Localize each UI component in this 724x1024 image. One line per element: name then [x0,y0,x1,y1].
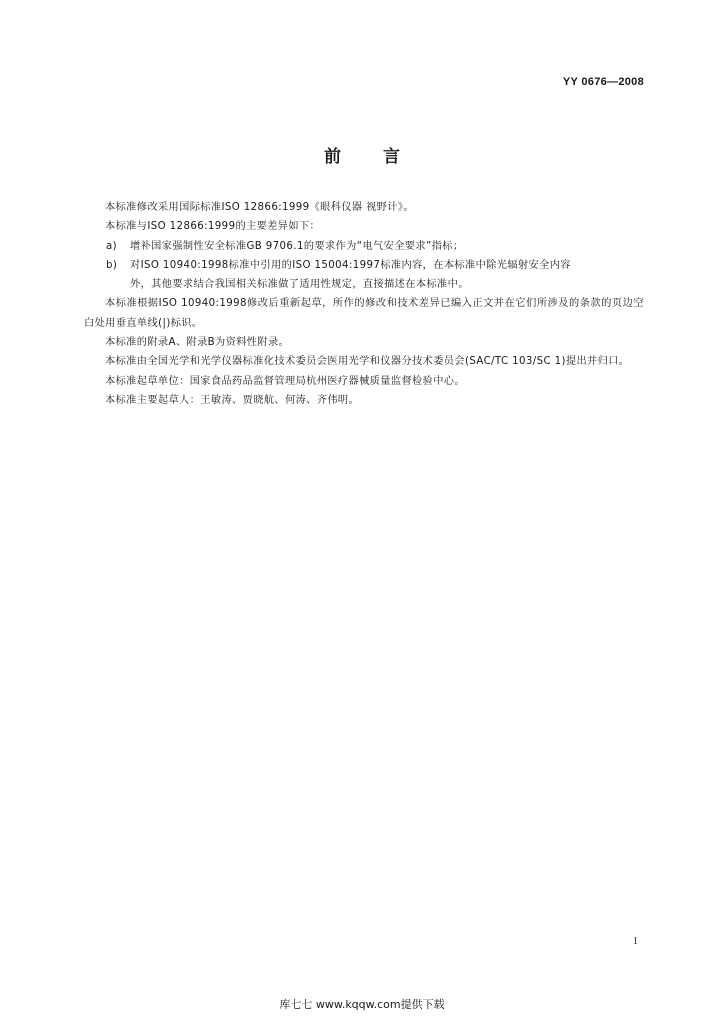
paragraph-adoption: 本标准修改采用国际标准ISO 12866:1999《眼科仪器 视野计》。 [105,202,414,213]
paragraph-drafting-unit: 本标准起草单位：国家食品药品监督管理局杭州医疗器械质量监督检验中心。 [105,375,465,387]
foreword-body [84,198,644,410]
paragraph-redrafted: 本标准根据ISO 10940:1998修改后重新起草，所作的修改和技术差异已编入正文并在它们所涉及的条款的页边空白处用垂直单线(|)标识。 [84,298,644,329]
page-title: 前言 [324,147,442,167]
list-item-b-number: b) [106,259,118,271]
paragraph-proposed-by: 本标准由全国光学和光学仪器标准化技术委员会医用光学和仪器分技术委员会(SAC/TC 103/SC 1)提出并归口。 [105,356,630,368]
standard-code: YY 0676—2008 [562,76,644,88]
list-item-b-text-line1: 对ISO 10940:1998标准中引用的ISO 15004:1997标准内容，在本标准中除光辐射安全内容 [130,259,571,271]
paragraph-annexes: 本标准的附录A、附录B为资料性附录。 [105,337,290,349]
list-item-a-text: 增补国家强制性安全标准GB 9706.1的要求作为“电气安全要求”指标； [130,240,464,252]
download-watermark: 库七七 www.kqqw.com提供下载 [279,998,445,1011]
paragraph-drafters: 本标准主要起草人：王敏涛、贾晓航、何涛、齐伟明。 [105,394,360,406]
list-item-b [84,256,644,275]
paragraph-differences-intro: 本标准与ISO 12866:1999的主要差异如下： [105,221,321,233]
page-number: 1 [633,936,638,947]
list-item-b-continuation: 外，其他要求结合我国相关标准做了适用性规定，直接描述在本标准中。 [130,279,469,291]
list-item-a-number: a) [106,240,118,252]
list-item-a [84,237,644,256]
